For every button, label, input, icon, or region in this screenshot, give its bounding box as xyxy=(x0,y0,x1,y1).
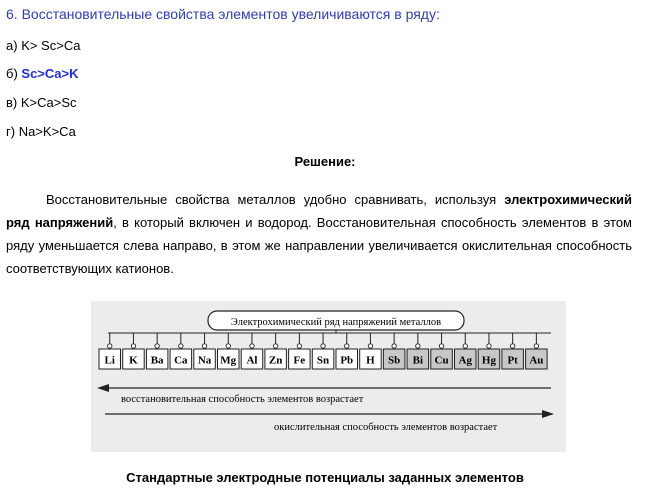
element-connector-dot xyxy=(392,344,396,348)
element-symbol: Sn xyxy=(316,354,330,367)
element-connector-dot xyxy=(226,344,230,348)
element-connector-dot xyxy=(108,344,112,348)
option-value: Na>K>Ca xyxy=(18,124,76,139)
right-arrow-label: окислительная способность элементов возрастает xyxy=(274,422,498,433)
element-connector-dot xyxy=(250,344,254,348)
element-connector-dot xyxy=(463,344,467,348)
option-value: K> Sc>Ca xyxy=(21,38,81,53)
element-connector-dot xyxy=(487,344,491,348)
solution-text-rest: , в который включен и водород. Восстановительная способность элементов в этом ряду уменьшается слева направо, в этом же направлении увеличивается окислительная способность соответствующих катионов. xyxy=(6,215,632,276)
question-title: 6. Восстановительные свойства элементов увеличиваются в ряду: xyxy=(6,6,440,22)
element-symbol: Cu xyxy=(434,354,449,367)
element-symbol: H xyxy=(366,354,375,367)
element-connector-dot xyxy=(510,344,514,348)
element-connector-dot xyxy=(179,344,183,348)
right-arrow-head xyxy=(542,410,554,418)
element-connector-dot xyxy=(297,344,301,348)
option-letter: в) xyxy=(6,95,18,110)
element-connector-dot xyxy=(368,344,372,348)
solution-text: Восстановительные свойства металлов удобно сравнивать, используя xyxy=(46,192,505,207)
option-value: K>Ca>Sc xyxy=(20,95,77,110)
element-symbol: Al xyxy=(246,354,258,367)
element-symbol: Na xyxy=(197,354,212,367)
left-arrow-label: восстановительная способность элементов возрастает xyxy=(121,394,364,405)
element-symbol: Li xyxy=(104,354,115,367)
option-d[interactable] xyxy=(6,124,76,139)
option-value: Sc>Ca>K xyxy=(21,66,79,81)
element-symbol: Bi xyxy=(412,354,424,367)
option-letter: г) xyxy=(6,124,16,139)
element-symbol: Pb xyxy=(340,354,354,367)
element-symbol: Ca xyxy=(174,354,188,367)
element-symbol: Ag xyxy=(458,354,472,367)
element-symbol: Zn xyxy=(268,354,283,367)
element-connector-dot xyxy=(273,344,277,348)
element-boxes xyxy=(99,333,547,369)
solution-title: Решение: xyxy=(294,154,356,169)
electrochemical-series-figure xyxy=(91,301,566,452)
element-connector-dot xyxy=(439,344,443,348)
element-symbol: Mg xyxy=(220,354,237,367)
element-symbol: Pt xyxy=(507,354,518,367)
left-arrow-head xyxy=(97,384,109,392)
option-a[interactable] xyxy=(6,38,80,53)
element-connector-dot xyxy=(416,344,420,348)
element-connector-dot xyxy=(534,344,538,348)
element-symbol: Fe xyxy=(293,354,306,367)
element-connector-dot xyxy=(345,344,349,348)
series-diagram xyxy=(91,301,566,452)
element-symbol: Ba xyxy=(150,354,164,367)
series-title: Электрохимический ряд напряжений металлов xyxy=(230,317,442,328)
element-connector-dot xyxy=(131,344,135,348)
element-connector-dot xyxy=(202,344,206,348)
element-symbol: K xyxy=(129,354,138,367)
element-symbol: Sb xyxy=(388,354,401,367)
solution-bold-term: электрохимический ряд напряжений xyxy=(6,192,632,230)
option-b[interactable] xyxy=(6,66,79,81)
element-symbol: Au xyxy=(529,354,544,367)
option-c[interactable] xyxy=(6,95,77,110)
solution-paragraph xyxy=(6,188,632,280)
element-symbol: Hg xyxy=(481,354,496,367)
option-letter: б) xyxy=(6,66,18,81)
subheading: Стандартные электродные потенциалы заданных элементов xyxy=(126,470,524,485)
element-connector-dot xyxy=(321,344,325,348)
option-letter: а) xyxy=(6,38,18,53)
element-connector-dot xyxy=(155,344,159,348)
